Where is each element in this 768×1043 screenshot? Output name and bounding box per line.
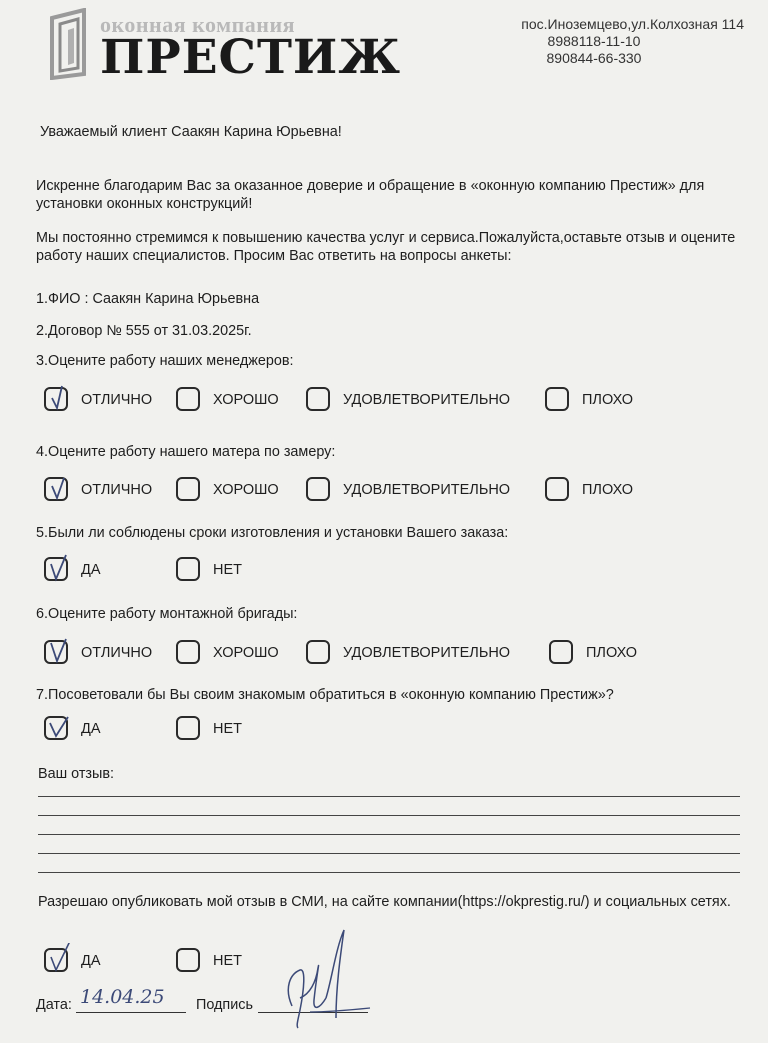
company-contacts <box>444 16 744 67</box>
logo-subtitle: оконная компания <box>100 12 296 37</box>
intro-paragraph-2: Мы постоянно стремимся к повышению качества услуг и сервиса.Пожалуйста,оставьте отзыв и оцените работу наших специалистов. Просим Вас ответить на вопросы анкеты: <box>36 230 736 264</box>
review-line <box>38 815 740 816</box>
logo-title: ПРЕСТИЖ <box>100 30 402 85</box>
company-phone-2: 890844-66-330 <box>546 50 642 66</box>
option-label: ПЛОХО <box>582 482 634 498</box>
window-logo-icon <box>48 8 100 80</box>
signature-label: Подпись <box>196 997 253 1013</box>
question-7-text: 7.Посоветовали бы Вы своим знакомым обратиться в «оконную компанию Престиж»? <box>36 687 614 703</box>
intro-paragraph-1: Искренне благодарим Вас за оказанное доверие и обращение в «оконную компанию Престиж» для установки оконных конструкций! <box>36 178 705 212</box>
review-label: Ваш отзыв: <box>38 766 115 782</box>
checkbox[interactable] <box>545 387 569 411</box>
question-1-name: 1.ФИО : Саакян Карина Юрьевна <box>36 291 260 307</box>
company-phone-1: 8988118-11-10 <box>547 33 641 49</box>
option-label: УДОВЛЕТВОРИТЕЛЬНО <box>343 645 511 661</box>
option-label: ОТЛИЧНО <box>81 482 153 498</box>
handwritten-signature-icon[interactable] <box>270 928 380 1038</box>
checkbox[interactable] <box>176 557 200 581</box>
date-underline <box>76 1012 186 1013</box>
option-label: ХОРОШО <box>213 482 279 498</box>
checkbox[interactable] <box>545 477 569 501</box>
question-2-contract: 2.Договор № 555 от 31.03.2025г. <box>36 323 252 339</box>
checkbox[interactable] <box>176 640 200 664</box>
checkbox[interactable] <box>44 640 68 664</box>
review-line <box>38 853 740 854</box>
checkbox[interactable] <box>44 387 68 411</box>
option-label: ПЛОХО <box>582 392 634 408</box>
checkbox[interactable] <box>44 948 68 972</box>
checkbox[interactable] <box>176 716 200 740</box>
question-3-text: 3.Оцените работу наших менеджеров: <box>36 353 294 369</box>
checkbox[interactable] <box>44 557 68 581</box>
checkbox[interactable] <box>44 716 68 740</box>
checkbox[interactable] <box>306 387 330 411</box>
company-logo <box>48 6 402 85</box>
checkbox[interactable] <box>176 477 200 501</box>
review-line <box>38 834 740 835</box>
option-label: ОТЛИЧНО <box>81 392 153 408</box>
company-address: пос.Иноземцево,ул.Колхозная 114 <box>521 16 744 32</box>
review-line <box>38 796 740 797</box>
option-label: ДА <box>81 562 101 578</box>
question-4-text: 4.Оцените работу нашего матера по замеру: <box>36 444 336 460</box>
checkbox[interactable] <box>176 387 200 411</box>
review-line <box>38 872 740 873</box>
option-label: ХОРОШО <box>213 392 279 408</box>
option-label: НЕТ <box>213 721 242 737</box>
checkbox[interactable] <box>44 477 68 501</box>
option-label: УДОВЛЕТВОРИТЕЛЬНО <box>343 482 511 498</box>
greeting: Уважаемый клиент Саакян Карина Юрьевна! <box>40 124 342 140</box>
option-label: ОТЛИЧНО <box>81 645 153 661</box>
publication-consent-text: Разрешаю опубликовать мой отзыв в СМИ, на сайте компании(https://okprestig.ru/) и социальных сетях. <box>38 894 731 910</box>
option-label: ХОРОШО <box>213 645 279 661</box>
checkbox[interactable] <box>306 477 330 501</box>
date-label: Дата: <box>36 997 72 1013</box>
option-label: НЕТ <box>213 953 242 969</box>
question-5-text: 5.Были ли соблюдены сроки изготовления и установки Вашего заказа: <box>36 525 509 541</box>
option-label: НЕТ <box>213 562 242 578</box>
option-label: ПЛОХО <box>586 645 638 661</box>
checkbox[interactable] <box>176 948 200 972</box>
date-value[interactable]: 14.04.25 <box>80 986 165 1008</box>
option-label: ДА <box>81 721 101 737</box>
question-6-text: 6.Оцените работу монтажной бригады: <box>36 606 298 622</box>
option-label: ДА <box>81 953 101 969</box>
checkbox[interactable] <box>549 640 573 664</box>
option-label: УДОВЛЕТВОРИТЕЛЬНО <box>343 392 511 408</box>
checkbox[interactable] <box>306 640 330 664</box>
